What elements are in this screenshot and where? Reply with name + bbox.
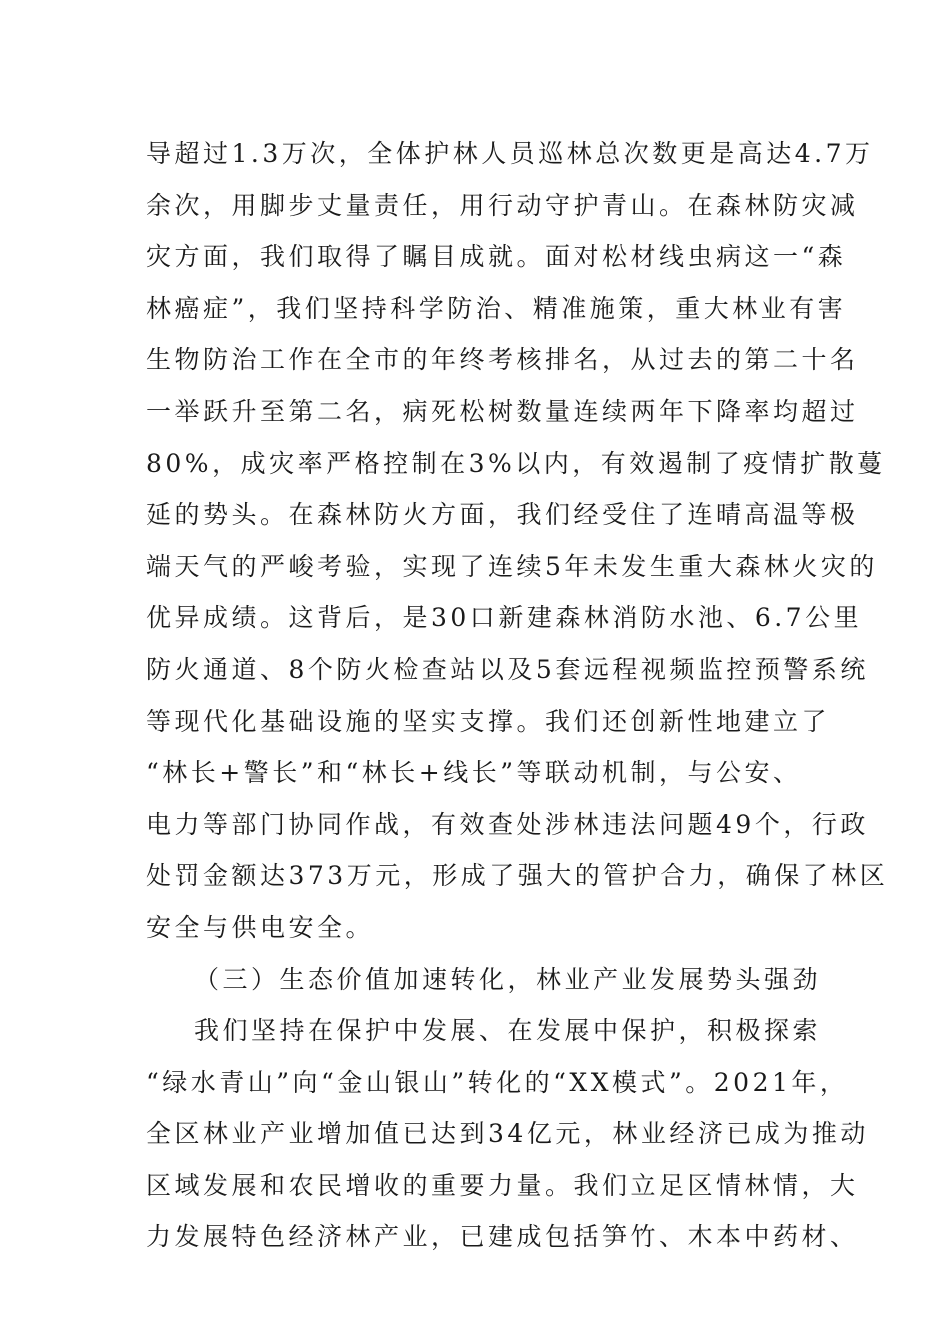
paragraph-1-line: 防火通道、8个防火检查站以及5套远程视频监控预警系统 — [146, 654, 869, 684]
paragraph-2-line: 区域发展和农民增收的重要力量。我们立足区情林情，大 — [146, 1170, 859, 1200]
paragraph-1-line: 等现代化基础设施的坚实支撑。我们还创新性地建立了 — [146, 706, 831, 736]
paragraph-1-line: 生物防治工作在全市的年终考核排名，从过去的第二十名 — [146, 345, 859, 375]
paragraph-2-line: 我们坚持在保护中发展、在发展中保护，积极探索 — [194, 1016, 822, 1046]
document-body — [146, 128, 889, 1263]
paragraph-1-line: 处罚金额达373万元，形成了强大的管护合力，确保了林区 — [146, 861, 889, 891]
paragraph-1-line: 安全与供电安全。 — [146, 912, 375, 942]
paragraph-2-line: 力发展特色经济林产业，已建成包括笋竹、木本中药材、 — [146, 1222, 859, 1252]
paragraph-1-line: 余次，用脚步丈量责任，用行动守护青山。在森林防灾减 — [146, 190, 859, 220]
paragraph-1-line: 优异成绩。这背后，是30口新建森林消防水池、6.7公里 — [146, 603, 863, 633]
paragraph-1-line: “林长+警长”和“林长+线长”等联动机制，与公安、 — [146, 758, 802, 788]
paragraph-2-line: “绿水青山”向“金山银山”转化的“XX模式”。2021年， — [146, 1067, 849, 1097]
paragraph-1-line: 导超过1.3万次，全体护林人员巡林总次数更是高达4.7万 — [146, 139, 874, 168]
paragraph-1-line: 灾方面，我们取得了瞩目成就。面对松材线虫病这一“森 — [146, 242, 847, 272]
paragraph-1-line: 电力等部门协同作战，有效查处涉林违法问题49个，行政 — [146, 809, 869, 839]
paragraph-1-line: 80%，成灾率严格控制在3%以内，有效遏制了疫情扩散蔓 — [146, 448, 886, 478]
paragraph-1-line: 端天气的严峻考验，实现了连续5年未发生重大森林火灾的 — [146, 551, 878, 581]
section-heading: （三）生态价值加速转化，林业产业发展势头强劲 — [194, 964, 822, 994]
paragraph-1-line: 延的势头。在森林防火方面，我们经受住了连晴高温等极 — [146, 500, 859, 530]
paragraph-1-line: 林癌症”，我们坚持科学防治、精准施策，重大林业有害 — [146, 293, 847, 323]
paragraph-1-line: 一举跃升至第二名，病死松树数量连续两年下降率均超过 — [146, 396, 859, 426]
paragraph-2-line: 全区林业产业增加值已达到34亿元，林业经济已成为推动 — [146, 1119, 869, 1149]
